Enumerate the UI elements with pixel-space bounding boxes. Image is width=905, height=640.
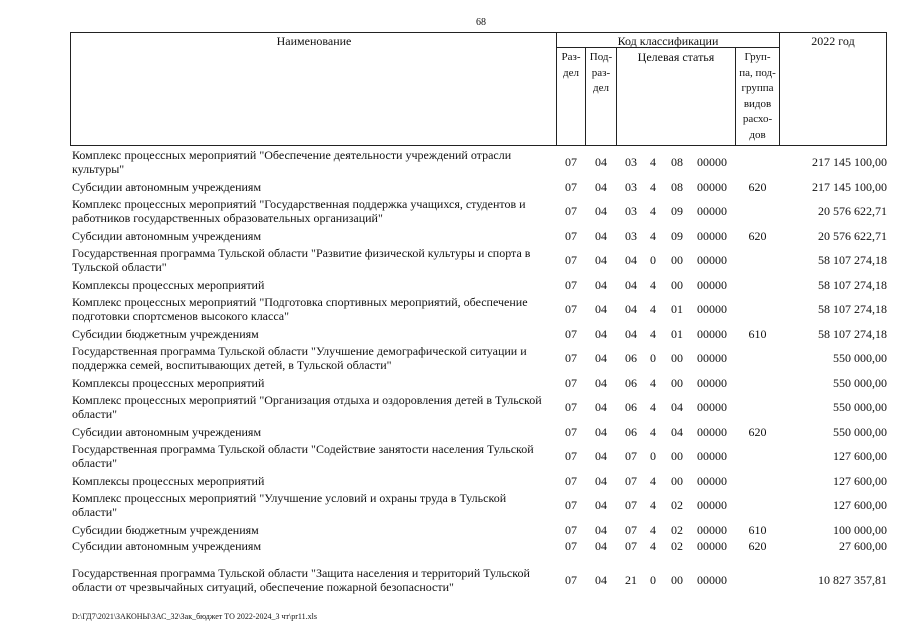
- row-code-c1: 07: [625, 449, 637, 463]
- row-code-c3: 02: [671, 523, 683, 537]
- row-name: Государственная программа Тульской области "Развитие физической культуры и спорта в Тульской области": [72, 246, 531, 274]
- row-code-c3: 04: [671, 425, 683, 439]
- row-code-pr: 04: [595, 204, 607, 218]
- row-name: Государственная программа Тульской области "Содействие занятости населения Тульской области": [72, 442, 534, 470]
- row-code-vr: 620: [748, 539, 767, 553]
- row-code-c2: 4: [650, 155, 656, 169]
- row-code-c4: 00000: [697, 449, 727, 463]
- row-code-c3: 00: [671, 351, 683, 365]
- file-path: D:\ГД7\2021\ЗАКОНЫ\ЗАС_32\Зак_бюджет ТО 2022-2024_3 чт\pr11.xls: [72, 612, 317, 621]
- row-code-c1: 07: [625, 498, 637, 512]
- row-code-r: 07: [565, 523, 577, 537]
- row-code-c2: 4: [650, 376, 656, 390]
- row-amount: 550 000,00: [833, 351, 887, 365]
- row-code-c4: 00000: [697, 523, 727, 537]
- row-code-c1: 04: [625, 253, 637, 267]
- row-code-c4: 00000: [697, 498, 727, 512]
- row-code-c4: 00000: [697, 327, 727, 341]
- row-code-c3: 09: [671, 204, 683, 218]
- row-code-pr: 04: [595, 573, 607, 587]
- row-code-r: 07: [565, 539, 577, 553]
- row-code-c1: 07: [625, 523, 637, 537]
- row-code-r: 07: [565, 229, 577, 243]
- row-name: Комплекс процессных мероприятий "Улучшение условий и охраны труда в Тульской области": [72, 491, 507, 519]
- row-code-c1: 06: [625, 376, 637, 390]
- row-amount: 550 000,00: [833, 400, 887, 414]
- row-code-c4: 00000: [697, 400, 727, 414]
- row-code-c4: 00000: [697, 351, 727, 365]
- row-amount: 127 600,00: [833, 449, 887, 463]
- row-code-c1: 03: [625, 180, 637, 194]
- row-code-c3: 00: [671, 253, 683, 267]
- row-code-c1: 04: [625, 327, 637, 341]
- row-code-c3: 00: [671, 278, 683, 292]
- row-code-c4: 00000: [697, 302, 727, 316]
- row-code-c4: 00000: [697, 539, 727, 553]
- row-code-c2: 4: [650, 523, 656, 537]
- row-amount: 550 000,00: [833, 425, 887, 439]
- header-group: Груп- па, под- группа видов расхо- дов: [739, 51, 776, 141]
- row-code-r: 07: [565, 425, 577, 439]
- row-code-pr: 04: [595, 425, 607, 439]
- row-name: Государственная программа Тульской области "Защита населения и территорий Тульской области от чрезвычайных ситуаций, обеспечение пожарной безопасности": [72, 566, 530, 594]
- row-code-c4: 00000: [697, 573, 727, 587]
- row-code-c3: 00: [671, 474, 683, 488]
- header-name: Наименование: [276, 34, 352, 48]
- row-code-pr: 04: [595, 278, 607, 292]
- row-code-c2: 4: [650, 204, 656, 218]
- row-code-c4: 00000: [697, 376, 727, 390]
- row-code-pr: 04: [595, 351, 607, 365]
- row-code-pr: 04: [595, 180, 607, 194]
- row-name: Субсидии автономным учреждениям: [72, 539, 262, 553]
- row-name: Комплекс процессных мероприятий "Организация отдыха и оздоровления детей в Тульской области": [72, 393, 542, 421]
- row-code-r: 07: [565, 474, 577, 488]
- row-code-c1: 03: [625, 229, 637, 243]
- row-code-r: 07: [565, 302, 577, 316]
- row-code-c2: 4: [650, 180, 656, 194]
- row-code-r: 07: [565, 155, 577, 169]
- row-code-pr: 04: [595, 155, 607, 169]
- row-code-c2: 4: [650, 498, 656, 512]
- row-code-pr: 04: [595, 327, 607, 341]
- row-amount: 58 107 274,18: [818, 327, 887, 341]
- row-name: Субсидии автономным учреждениям: [72, 180, 262, 194]
- row-code-c4: 00000: [697, 180, 727, 194]
- row-code-c2: 4: [650, 539, 656, 553]
- header-target: Целевая статья: [637, 50, 715, 64]
- row-code-c1: 21: [625, 573, 637, 587]
- row-name: Комплекс процессных мероприятий "Обеспечение деятельности учреждений отрасли культуры": [72, 148, 512, 176]
- row-code-c3: 00: [671, 449, 683, 463]
- row-code-c2: 0: [650, 573, 656, 587]
- row-code-c4: 00000: [697, 229, 727, 243]
- row-code-r: 07: [565, 400, 577, 414]
- row-code-c1: 07: [625, 474, 637, 488]
- row-code-vr: 620: [748, 425, 767, 439]
- row-code-pr: 04: [595, 449, 607, 463]
- row-code-c2: 4: [650, 474, 656, 488]
- row-code-r: 07: [565, 253, 577, 267]
- row-code-c2: 0: [650, 449, 656, 463]
- row-code-c1: 03: [625, 204, 637, 218]
- row-code-c3: 01: [671, 327, 683, 341]
- row-code-r: 07: [565, 180, 577, 194]
- row-code-c3: 08: [671, 180, 683, 194]
- row-code-c4: 00000: [697, 474, 727, 488]
- row-name: Комплекс процессных мероприятий "Подготовка спортивных мероприятий, обеспечение подготовки спортсменов высокого класса": [72, 295, 528, 323]
- row-amount: 58 107 274,18: [818, 278, 887, 292]
- row-code-r: 07: [565, 498, 577, 512]
- row-code-pr: 04: [595, 253, 607, 267]
- header-subsection: Под- раз- дел: [589, 51, 613, 94]
- row-code-c3: 00: [671, 376, 683, 390]
- header-year: 2022 год: [811, 34, 855, 48]
- row-code-pr: 04: [595, 498, 607, 512]
- row-code-pr: 04: [595, 229, 607, 243]
- row-code-r: 07: [565, 449, 577, 463]
- row-name: Государственная программа Тульской области "Улучшение демографической ситуации и поддержка семей, воспитывающих детей, в Тульской области": [72, 344, 527, 372]
- row-code-c3: 08: [671, 155, 683, 169]
- row-code-c2: 4: [650, 302, 656, 316]
- row-amount: 20 576 622,71: [818, 204, 887, 218]
- row-code-pr: 04: [595, 400, 607, 414]
- row-code-c3: 04: [671, 400, 683, 414]
- row-code-pr: 04: [595, 474, 607, 488]
- header-code: Код классификации: [617, 34, 719, 48]
- row-code-c3: 02: [671, 539, 683, 553]
- row-amount: 58 107 274,18: [818, 253, 887, 267]
- row-code-r: 07: [565, 351, 577, 365]
- row-code-c4: 00000: [697, 278, 727, 292]
- row-amount: 217 145 100,00: [812, 155, 887, 169]
- row-code-c3: 01: [671, 302, 683, 316]
- row-amount: 20 576 622,71: [818, 229, 887, 243]
- page-number: 68: [476, 17, 486, 28]
- row-code-c4: 00000: [697, 155, 727, 169]
- row-code-pr: 04: [595, 302, 607, 316]
- row-code-c3: 02: [671, 498, 683, 512]
- row-name: Комплекс процессных мероприятий "Государственная поддержка учащихся, студентов и работников государственных образовательных организаций": [72, 197, 526, 225]
- row-name: Комплексы процессных мероприятий: [72, 278, 265, 292]
- row-code-c1: 03: [625, 155, 637, 169]
- row-amount: 58 107 274,18: [818, 302, 887, 316]
- row-code-c2: 4: [650, 229, 656, 243]
- row-name: Комплексы процессных мероприятий: [72, 474, 265, 488]
- row-code-c2: 4: [650, 425, 656, 439]
- row-code-r: 07: [565, 204, 577, 218]
- row-code-c3: 09: [671, 229, 683, 243]
- row-amount: 217 145 100,00: [812, 180, 887, 194]
- row-code-c1: 04: [625, 278, 637, 292]
- row-amount: 27 600,00: [839, 539, 887, 553]
- row-code-c2: 0: [650, 253, 656, 267]
- row-code-c1: 06: [625, 400, 637, 414]
- row-code-vr: 620: [748, 229, 767, 243]
- row-code-c4: 00000: [697, 204, 727, 218]
- row-code-c2: 0: [650, 351, 656, 365]
- row-code-r: 07: [565, 278, 577, 292]
- row-code-vr: 620: [748, 180, 767, 194]
- row-amount: 10 827 357,81: [818, 573, 887, 587]
- row-code-c1: 04: [625, 302, 637, 316]
- row-code-c4: 00000: [697, 253, 727, 267]
- row-amount: 127 600,00: [833, 498, 887, 512]
- row-amount: 127 600,00: [833, 474, 887, 488]
- row-code-c4: 00000: [697, 425, 727, 439]
- row-code-c2: 4: [650, 278, 656, 292]
- row-code-c2: 4: [650, 400, 656, 414]
- row-amount: 550 000,00: [833, 376, 887, 390]
- row-code-c1: 07: [625, 539, 637, 553]
- row-code-r: 07: [565, 327, 577, 341]
- row-code-vr: 610: [748, 327, 767, 341]
- row-code-c1: 06: [625, 425, 637, 439]
- row-name: Субсидии бюджетным учреждениям: [72, 523, 259, 537]
- row-code-c3: 00: [671, 573, 683, 587]
- row-code-r: 07: [565, 376, 577, 390]
- row-name: Субсидии бюджетным учреждениям: [72, 327, 259, 341]
- row-code-pr: 04: [595, 523, 607, 537]
- row-code-pr: 04: [595, 539, 607, 553]
- row-code-vr: 610: [748, 523, 767, 537]
- row-name: Комплексы процессных мероприятий: [72, 376, 265, 390]
- row-code-c2: 4: [650, 327, 656, 341]
- row-name: Субсидии автономным учреждениям: [72, 229, 262, 243]
- row-code-r: 07: [565, 573, 577, 587]
- header-section: Раз- дел: [561, 51, 581, 79]
- row-code-pr: 04: [595, 376, 607, 390]
- row-amount: 100 000,00: [833, 523, 887, 537]
- row-name: Субсидии автономным учреждениям: [72, 425, 262, 439]
- row-code-c1: 06: [625, 351, 637, 365]
